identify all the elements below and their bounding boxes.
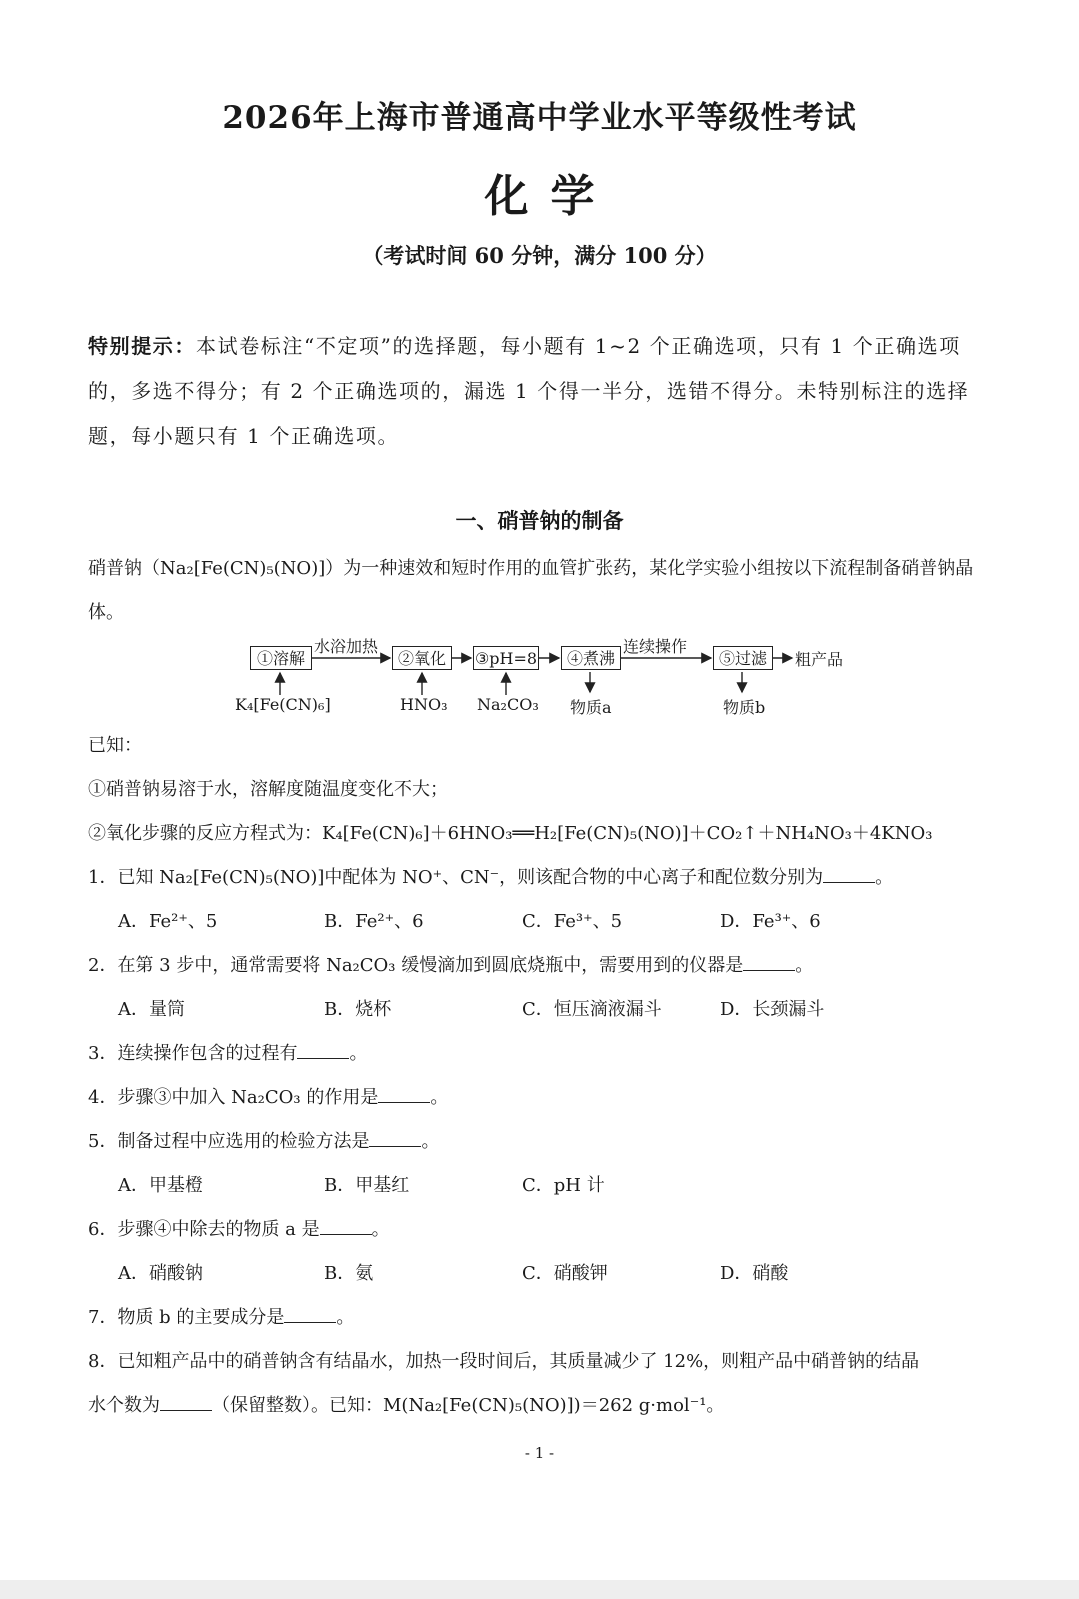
known-label: 已知： bbox=[88, 735, 142, 756]
question-number: 3． bbox=[88, 1043, 118, 1064]
question-end: 。 bbox=[795, 955, 814, 976]
answer-blank[interactable] bbox=[297, 1042, 349, 1059]
flow-label-water-bath: 水浴加热 bbox=[314, 637, 379, 656]
question-2 bbox=[88, 951, 813, 977]
q1-option-a[interactable]: A．Fe²⁺、5 bbox=[118, 911, 218, 932]
question-number: 6． bbox=[88, 1219, 118, 1240]
question-text: 物质 b 的主要成分是 bbox=[117, 1307, 285, 1328]
q6-option-b[interactable]: B．氨 bbox=[324, 1263, 374, 1284]
known-item-1: ①硝普钠易溶于水，溶解度随温度变化不大； bbox=[88, 779, 448, 800]
section-heading: 一、硝普钠的制备 bbox=[455, 508, 624, 533]
answer-blank[interactable] bbox=[743, 954, 795, 971]
question-text: 步骤④中除去的物质 a 是 bbox=[117, 1219, 320, 1240]
page-number: - 1 - bbox=[524, 1444, 555, 1462]
flow-input-na2co3: Na₂CO₃ bbox=[477, 695, 539, 714]
q1-option-c[interactable]: C．Fe³⁺、5 bbox=[522, 911, 623, 932]
question-5 bbox=[88, 1127, 439, 1153]
answer-blank[interactable] bbox=[378, 1086, 430, 1103]
question-4 bbox=[88, 1083, 448, 1109]
flow-product: 粗产品 bbox=[795, 650, 844, 669]
flow-output-a: 物质a bbox=[570, 698, 612, 717]
question-text: 步骤③中加入 Na₂CO₃ 的作用是 bbox=[117, 1087, 379, 1108]
question-6 bbox=[88, 1215, 390, 1241]
question-1 bbox=[88, 863, 893, 889]
question-7 bbox=[88, 1303, 354, 1329]
question-text: 已知粗产品中的硝普钠含有结晶水，加热一段时间后，其质量减少了 12%，则粗产品中硝普钠的结晶 bbox=[117, 1351, 920, 1372]
question-text: 连续操作包含的过程有 bbox=[117, 1043, 298, 1064]
question-3 bbox=[88, 1039, 367, 1065]
bottom-margin-strip bbox=[0, 1580, 1079, 1599]
section-intro: 硝普钠（Na₂[Fe(CN)₅(NO)]）为一种速效和短时作用的血管扩张药，某化学实验小组按以下流程制备硝普钠晶体。 bbox=[88, 558, 974, 623]
question-end: 。 bbox=[875, 867, 894, 888]
flow-output-b: 物质b bbox=[723, 698, 766, 717]
question-text: 水个数为 bbox=[88, 1395, 160, 1416]
flow-input-k4fecn6: K₄[Fe(CN)₆] bbox=[235, 695, 331, 714]
question-end: 。 bbox=[371, 1219, 390, 1240]
question-end: 。 bbox=[349, 1043, 368, 1064]
process-flow-diagram bbox=[230, 633, 870, 723]
q2-option-b[interactable]: B．烧杯 bbox=[324, 999, 392, 1020]
answer-blank[interactable] bbox=[160, 1394, 212, 1411]
exam-info: （考试时间 60 分钟，满分 100 分） bbox=[362, 243, 717, 268]
q1-option-b[interactable]: B．Fe²⁺、6 bbox=[324, 911, 424, 932]
answer-blank[interactable] bbox=[284, 1306, 336, 1323]
question-text: 制备过程中应选用的检验方法是 bbox=[117, 1131, 370, 1152]
question-8-continuation bbox=[88, 1391, 724, 1417]
special-notice bbox=[88, 324, 1000, 459]
question-end: 。 bbox=[336, 1307, 355, 1328]
question-number: 1． bbox=[88, 867, 118, 888]
question-end: 。 bbox=[430, 1087, 449, 1108]
answer-blank[interactable] bbox=[823, 866, 875, 883]
flow-step-dissolve: ①溶解 bbox=[250, 646, 312, 670]
question-number: 4． bbox=[88, 1087, 118, 1108]
q6-option-a[interactable]: A．硝酸钠 bbox=[118, 1263, 203, 1284]
q2-option-c[interactable]: C．恒压滴液漏斗 bbox=[522, 999, 662, 1020]
q6-option-c[interactable]: C．硝酸钾 bbox=[522, 1263, 608, 1284]
question-text: 在第 3 步中，通常需要将 Na₂CO₃ 缓慢滴加到圆底烧瓶中，需要用到的仪器是 bbox=[117, 955, 744, 976]
notice-text: 本试卷标注“不定项”的选择题，每小题有 1~2 个正确选项，只有 1 个正确选项的，多选不得分；有 2 个正确选项的，漏选 1 个得一半分，选错不得分。未特别标注的选择题，每小题只有 1 个正确选项。 bbox=[88, 334, 970, 448]
subject-title: 化学 bbox=[484, 171, 617, 222]
question-text-tail: （保留整数）。已知：M(Na₂[Fe(CN)₅(NO)])＝262 g·mol⁻¹。 bbox=[212, 1395, 725, 1416]
flow-step-boil: ④煮沸 bbox=[561, 646, 621, 670]
exam-title: 2026年上海市普通高中学业水平等级性考试 bbox=[222, 100, 857, 136]
flow-step-ph: ③pH=8 bbox=[473, 646, 539, 670]
notice-label: 特别提示： bbox=[88, 334, 196, 358]
flow-label-continuous: 连续操作 bbox=[623, 637, 688, 656]
q5-option-b[interactable]: B．甲基红 bbox=[324, 1175, 410, 1196]
question-number: 7． bbox=[88, 1307, 118, 1328]
q5-option-c[interactable]: C．pH 计 bbox=[522, 1175, 605, 1196]
question-8 bbox=[88, 1347, 919, 1373]
flow-step-oxidize: ②氧化 bbox=[392, 646, 452, 670]
answer-blank[interactable] bbox=[320, 1218, 372, 1235]
q5-option-a[interactable]: A．甲基橙 bbox=[118, 1175, 203, 1196]
question-end: 。 bbox=[421, 1131, 440, 1152]
flow-input-hno3: HNO₃ bbox=[400, 695, 448, 714]
question-number: 5． bbox=[88, 1131, 118, 1152]
q1-option-d[interactable]: D．Fe³⁺、6 bbox=[720, 911, 821, 932]
known-item-2: ②氧化步骤的反应方程式为：K₄[Fe(CN)₆]＋6HNO₃══H₂[Fe(CN)₅(NO)]＋CO₂↑＋NH₄NO₃＋4KNO₃ bbox=[88, 823, 933, 844]
q6-option-d[interactable]: D．硝酸 bbox=[720, 1263, 789, 1284]
answer-blank[interactable] bbox=[369, 1130, 421, 1147]
question-number: 2． bbox=[88, 955, 118, 976]
question-number: 8． bbox=[88, 1351, 118, 1372]
question-text: 已知 Na₂[Fe(CN)₅(NO)]中配体为 NO⁺、CN⁻，则该配合物的中心离子和配位数分别为 bbox=[117, 867, 824, 888]
flow-step-filter: ⑤过滤 bbox=[713, 646, 773, 670]
q2-option-a[interactable]: A．量筒 bbox=[118, 999, 185, 1020]
q2-option-d[interactable]: D．长颈漏斗 bbox=[720, 999, 825, 1020]
